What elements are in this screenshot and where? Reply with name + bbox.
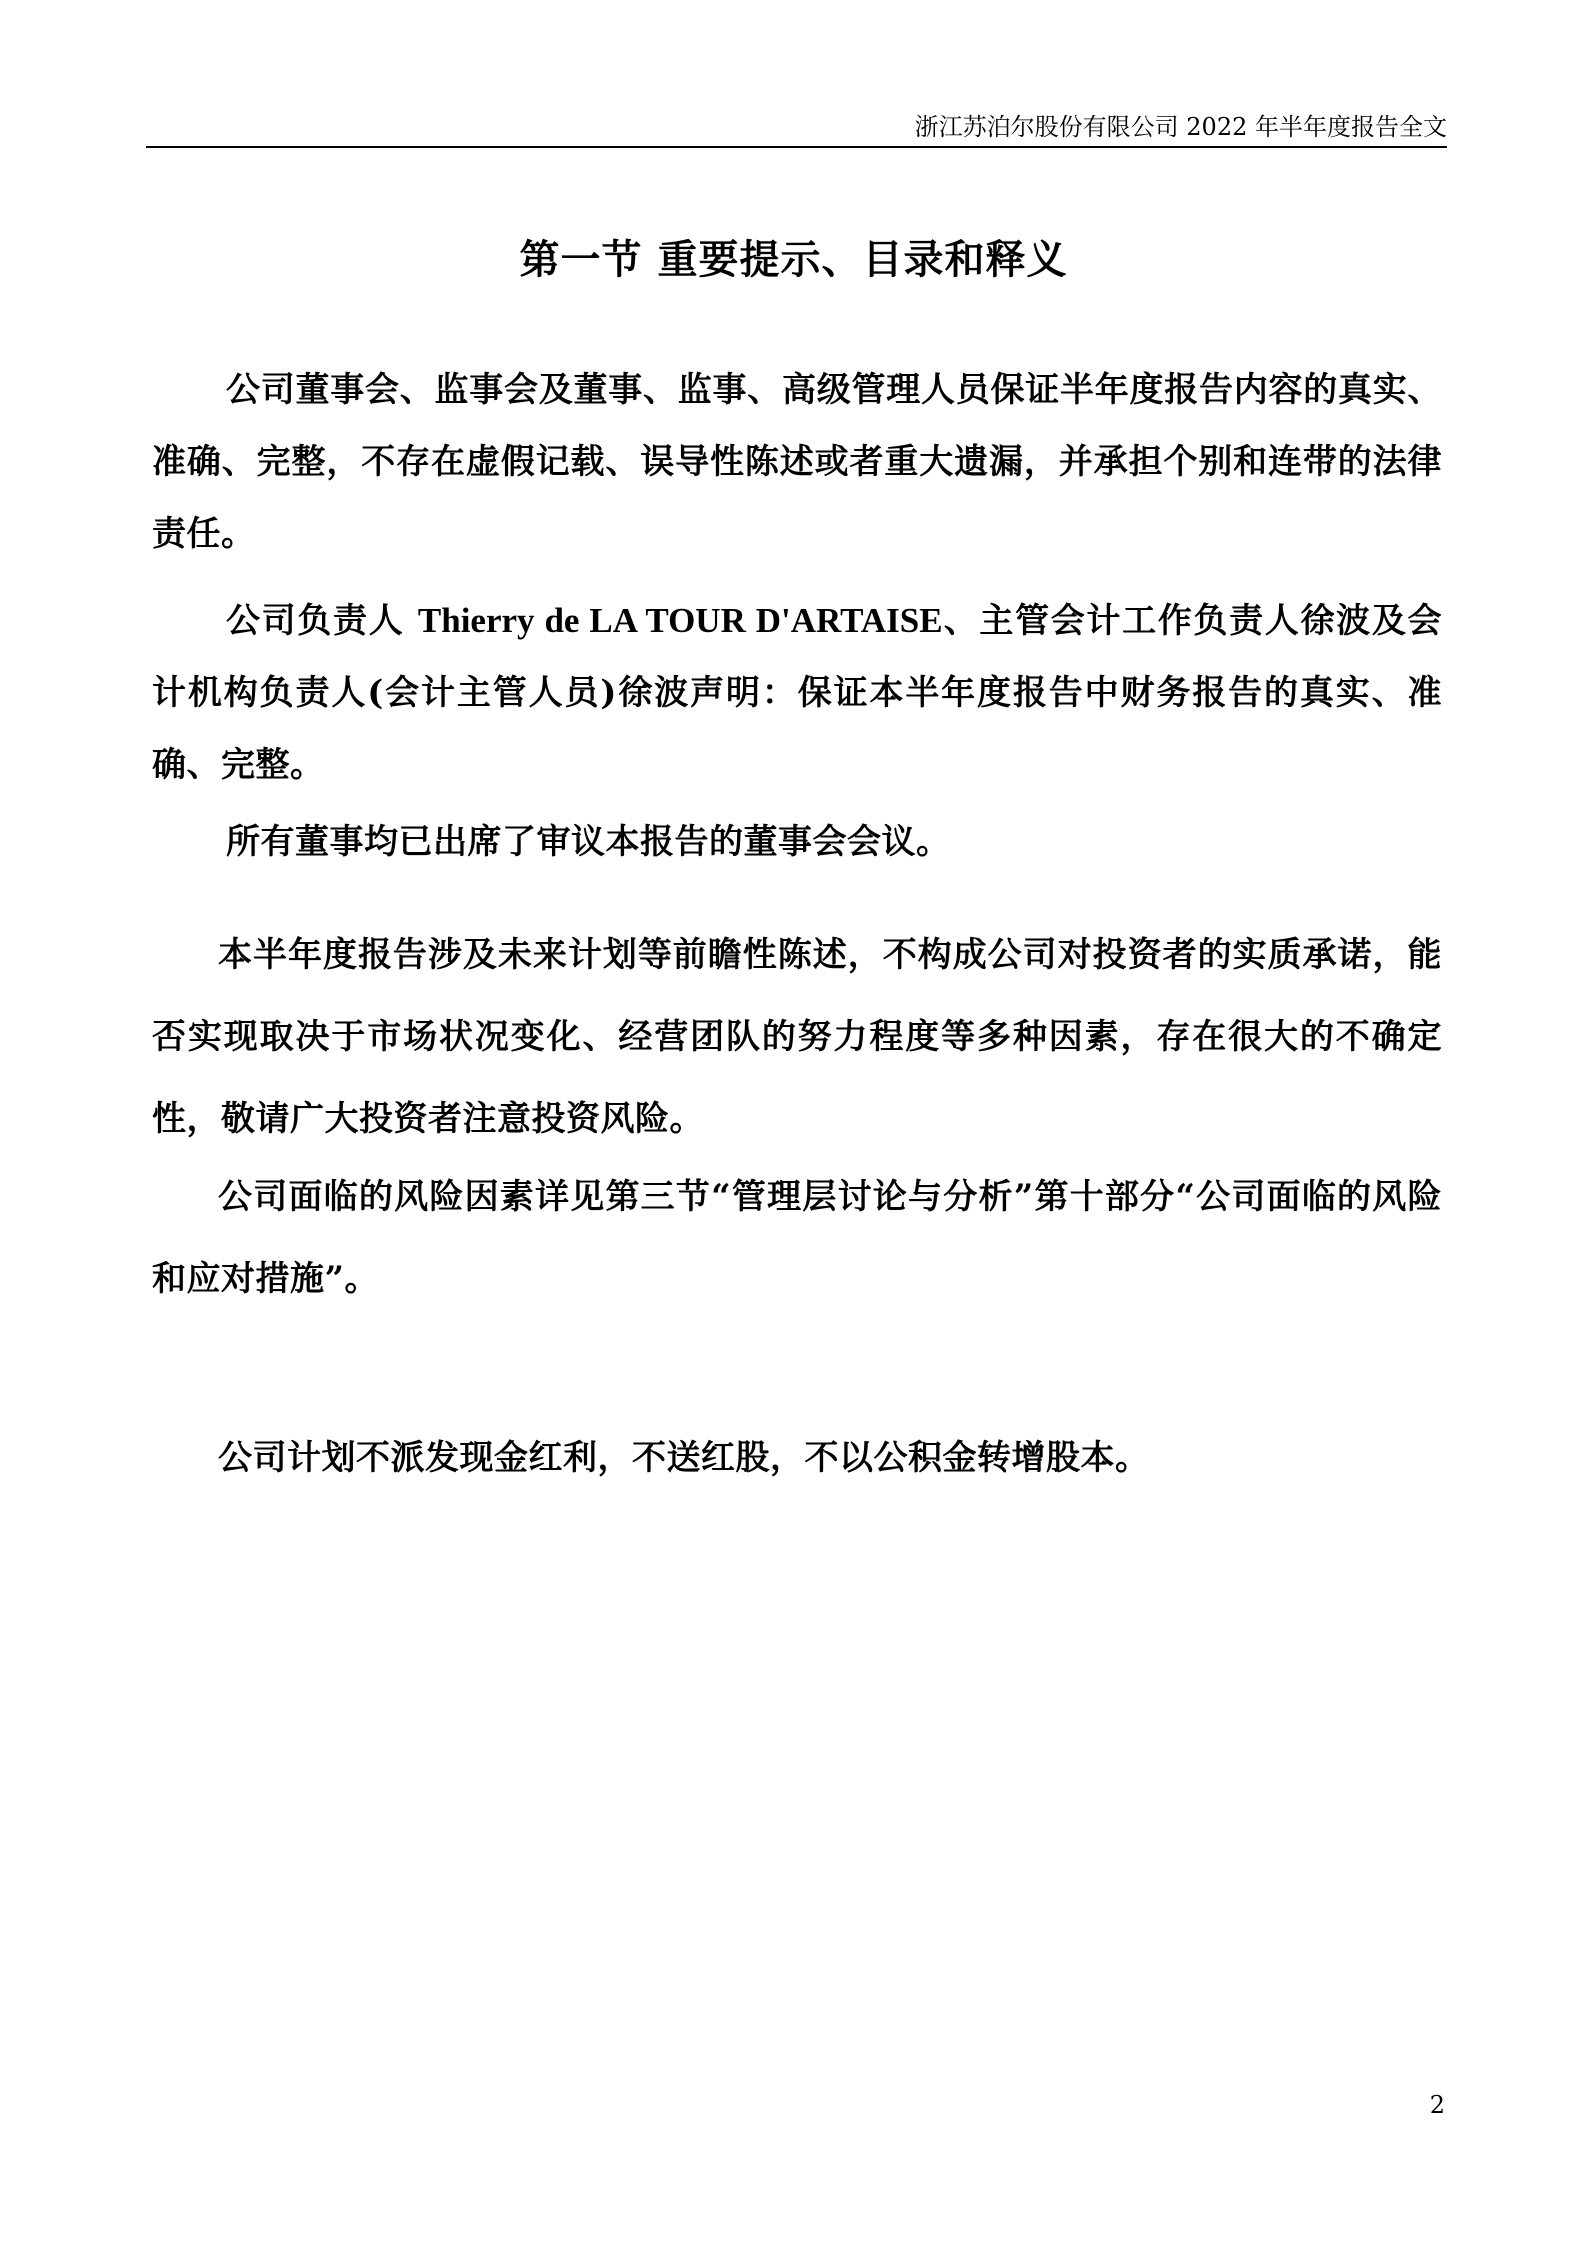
paragraph-responsible-persons: [152, 585, 1442, 801]
paragraph-text: 公司负责人: [226, 601, 418, 641]
paragraph-text: 、主管会计工作负责人徐波及会计机构负责人(会计主管人员)徐波声明：保证本半年度报告中财务报告的真实、准确、完整。: [152, 601, 1443, 785]
paragraph-forward-looking: 本半年度报告涉及未来计划等前瞻性陈述，不构成公司对投资者的实质承诺，能否实现取决于市场状况变化、经营团队的努力程度等多种因素，存在很大的不确定性，敬请广大投资者注意投资风险。: [152, 935, 1442, 1139]
page-number: 2: [1429, 2091, 1445, 2119]
header-divider: [146, 146, 1447, 148]
document-header: 浙江苏泊尔股份有限公司 2022 年半年度报告全文: [914, 113, 1447, 141]
paragraph-dividend-plan: 公司计划不派发现金红利，不送红股，不以公积金转增股本。: [218, 1438, 1150, 1478]
section-title: 第一节 重要提示、目录和释义: [519, 237, 1068, 283]
paragraph-board-guarantee: 公司董事会、监事会及董事、监事、高级管理人员保证半年度报告内容的真实、准确、完整，不存在虚假记载、误导性陈述或者重大遗漏，并承担个别和连带的法律责任。: [152, 370, 1442, 554]
paragraph-directors-attendance: 所有董事均已出席了审议本报告的董事会会议。: [226, 822, 951, 862]
company-head-name: Thierry de LA TOUR D'ARTAISE: [417, 601, 943, 640]
paragraph-risk-factors: 公司面临的风险因素详见第三节“管理层讨论与分析”第十部分“公司面临的风险和应对措施”。: [152, 1177, 1442, 1299]
